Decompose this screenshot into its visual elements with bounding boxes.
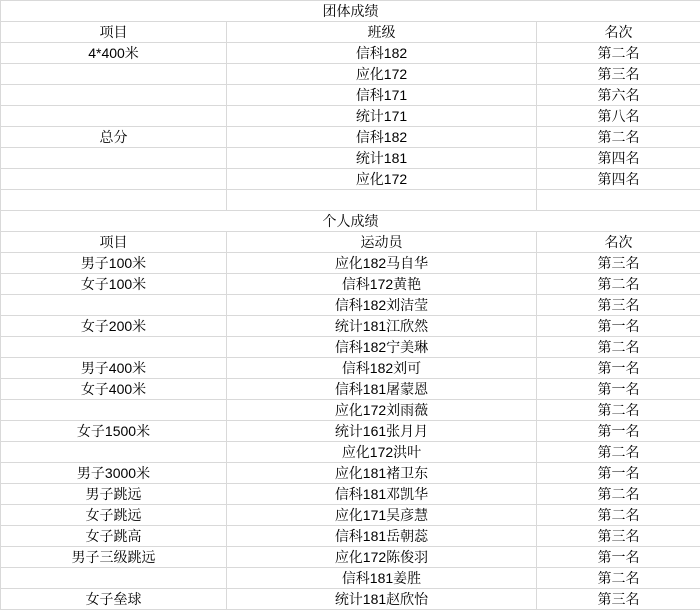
table-row bbox=[1, 190, 700, 211]
table-row bbox=[1, 379, 700, 400]
class-cell[interactable]: 应化172 bbox=[227, 64, 537, 85]
event-cell[interactable]: 女子200米 bbox=[1, 316, 227, 337]
athlete-cell[interactable]: 信科172黄艳 bbox=[227, 274, 537, 295]
event-cell[interactable] bbox=[1, 400, 227, 421]
class-cell[interactable]: 应化172 bbox=[227, 169, 537, 190]
event-cell[interactable]: 女子100米 bbox=[1, 274, 227, 295]
athlete-cell[interactable]: 信科181邓凯华 bbox=[227, 484, 537, 505]
athlete-cell[interactable]: 信科181屠蒙恩 bbox=[227, 379, 537, 400]
rank-cell[interactable] bbox=[537, 190, 700, 211]
class-cell[interactable]: 信科182 bbox=[227, 127, 537, 148]
column-header-athlete[interactable]: 运动员 bbox=[227, 232, 537, 253]
rank-cell[interactable]: 第三名 bbox=[537, 526, 700, 547]
column-header-rank[interactable]: 名次 bbox=[537, 22, 700, 43]
section-title-row bbox=[1, 211, 700, 232]
rank-cell[interactable]: 第二名 bbox=[537, 400, 700, 421]
athlete-cell[interactable]: 应化182马自华 bbox=[227, 253, 537, 274]
rank-cell[interactable]: 第一名 bbox=[537, 463, 700, 484]
table-row bbox=[1, 253, 700, 274]
rank-cell[interactable]: 第八名 bbox=[537, 106, 700, 127]
table-row bbox=[1, 274, 700, 295]
rank-cell[interactable]: 第二名 bbox=[537, 274, 700, 295]
class-cell[interactable]: 信科171 bbox=[227, 85, 537, 106]
table-row bbox=[1, 526, 700, 547]
table-row bbox=[1, 316, 700, 337]
event-cell[interactable] bbox=[1, 295, 227, 316]
event-cell[interactable]: 女子跳远 bbox=[1, 505, 227, 526]
athlete-cell[interactable]: 统计161张月月 bbox=[227, 421, 537, 442]
athlete-cell[interactable]: 信科182刘可 bbox=[227, 358, 537, 379]
rank-cell[interactable]: 第一名 bbox=[537, 358, 700, 379]
table-row bbox=[1, 106, 700, 127]
table-row bbox=[1, 148, 700, 169]
table-row bbox=[1, 442, 700, 463]
rank-cell[interactable]: 第二名 bbox=[537, 127, 700, 148]
event-cell[interactable] bbox=[1, 337, 227, 358]
rank-cell[interactable]: 第二名 bbox=[537, 442, 700, 463]
table-row bbox=[1, 127, 700, 148]
section-individual bbox=[1, 211, 700, 610]
rank-cell[interactable]: 第六名 bbox=[537, 85, 700, 106]
athlete-cell[interactable]: 应化172刘雨薇 bbox=[227, 400, 537, 421]
event-cell[interactable] bbox=[1, 190, 227, 211]
column-header-event[interactable]: 项目 bbox=[1, 232, 227, 253]
rank-cell[interactable]: 第二名 bbox=[537, 484, 700, 505]
column-header-row bbox=[1, 232, 700, 253]
athlete-cell[interactable]: 信科181岳朝蕊 bbox=[227, 526, 537, 547]
rank-cell[interactable]: 第四名 bbox=[537, 148, 700, 169]
event-cell[interactable] bbox=[1, 568, 227, 589]
event-cell[interactable]: 男子三级跳远 bbox=[1, 547, 227, 568]
athlete-cell[interactable]: 统计181江欣然 bbox=[227, 316, 537, 337]
event-cell[interactable]: 男子100米 bbox=[1, 253, 227, 274]
event-cell[interactable] bbox=[1, 169, 227, 190]
event-cell[interactable]: 女子跳高 bbox=[1, 526, 227, 547]
event-cell[interactable] bbox=[1, 85, 227, 106]
section-team bbox=[1, 1, 700, 211]
class-cell[interactable]: 统计181 bbox=[227, 148, 537, 169]
rank-cell[interactable]: 第四名 bbox=[537, 169, 700, 190]
table-row bbox=[1, 505, 700, 526]
athlete-cell[interactable]: 信科182宁美琳 bbox=[227, 337, 537, 358]
table-row bbox=[1, 400, 700, 421]
table-row bbox=[1, 421, 700, 442]
rank-cell[interactable]: 第一名 bbox=[537, 421, 700, 442]
rank-cell[interactable]: 第三名 bbox=[537, 295, 700, 316]
rank-cell[interactable]: 第三名 bbox=[537, 253, 700, 274]
table-row bbox=[1, 295, 700, 316]
athlete-cell[interactable]: 应化172洪叶 bbox=[227, 442, 537, 463]
table-row bbox=[1, 589, 700, 610]
column-header-event[interactable]: 项目 bbox=[1, 22, 227, 43]
athlete-cell[interactable]: 应化181褚卫东 bbox=[227, 463, 537, 484]
rank-cell[interactable]: 第三名 bbox=[537, 64, 700, 85]
rank-cell[interactable]: 第二名 bbox=[537, 505, 700, 526]
column-header-rank[interactable]: 名次 bbox=[537, 232, 700, 253]
rank-cell[interactable]: 第一名 bbox=[537, 316, 700, 337]
section-title-team[interactable]: 团体成绩 bbox=[1, 1, 700, 22]
event-cell[interactable] bbox=[1, 64, 227, 85]
table-row bbox=[1, 568, 700, 589]
section-title-individual[interactable]: 个人成绩 bbox=[1, 211, 700, 232]
table-row bbox=[1, 358, 700, 379]
athlete-cell[interactable]: 信科181姜胜 bbox=[227, 568, 537, 589]
event-cell[interactable]: 女子1500米 bbox=[1, 421, 227, 442]
table-row bbox=[1, 85, 700, 106]
event-cell[interactable]: 男子400米 bbox=[1, 358, 227, 379]
table-row bbox=[1, 64, 700, 85]
rank-cell[interactable]: 第二名 bbox=[537, 337, 700, 358]
table-row bbox=[1, 463, 700, 484]
event-cell[interactable]: 4*400米 bbox=[1, 43, 227, 64]
event-cell[interactable]: 女子400米 bbox=[1, 379, 227, 400]
event-cell[interactable]: 女子垒球 bbox=[1, 589, 227, 610]
column-header-row bbox=[1, 22, 700, 43]
table-row bbox=[1, 547, 700, 568]
event-cell[interactable]: 男子3000米 bbox=[1, 463, 227, 484]
rank-cell[interactable]: 第二名 bbox=[537, 43, 700, 64]
class-cell[interactable] bbox=[227, 190, 537, 211]
class-cell[interactable]: 统计171 bbox=[227, 106, 537, 127]
athlete-cell[interactable]: 信科182刘洁莹 bbox=[227, 295, 537, 316]
rank-cell[interactable]: 第三名 bbox=[537, 589, 700, 610]
event-cell[interactable]: 总分 bbox=[1, 127, 227, 148]
class-cell[interactable]: 信科182 bbox=[227, 43, 537, 64]
athlete-cell[interactable]: 统计181赵欣怡 bbox=[227, 589, 537, 610]
column-header-class[interactable]: 班级 bbox=[227, 22, 537, 43]
rank-cell[interactable]: 第一名 bbox=[537, 379, 700, 400]
event-cell[interactable] bbox=[1, 148, 227, 169]
rank-cell[interactable]: 第二名 bbox=[537, 568, 700, 589]
event-cell[interactable] bbox=[1, 442, 227, 463]
table-row bbox=[1, 43, 700, 64]
athlete-cell[interactable]: 应化172陈俊羽 bbox=[227, 547, 537, 568]
athlete-cell[interactable]: 应化171吴彦慧 bbox=[227, 505, 537, 526]
rank-cell[interactable]: 第一名 bbox=[537, 547, 700, 568]
section-title-row bbox=[1, 1, 700, 22]
event-cell[interactable]: 男子跳远 bbox=[1, 484, 227, 505]
event-cell[interactable] bbox=[1, 106, 227, 127]
table-row bbox=[1, 337, 700, 358]
table-row bbox=[1, 484, 700, 505]
table-row bbox=[1, 169, 700, 190]
